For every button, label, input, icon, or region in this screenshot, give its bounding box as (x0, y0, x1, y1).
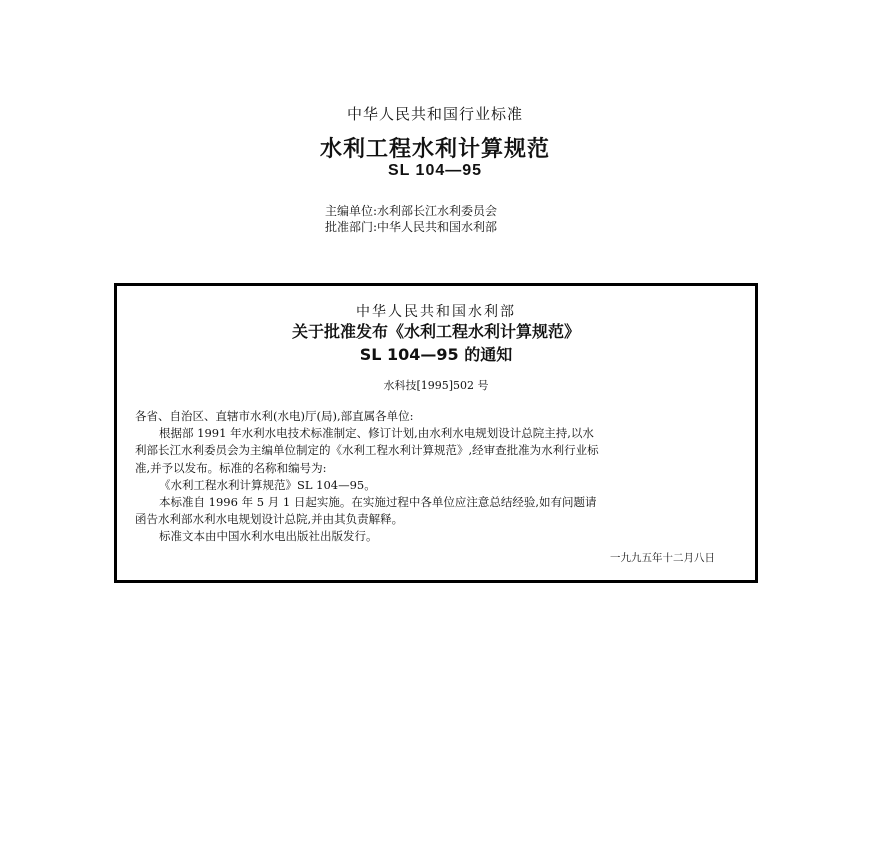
notice-paragraph: 本标准自 1996 年 5 月 1 日起实施。在实施过程中各单位应注意总结经验,如有问题请 (159, 495, 597, 510)
standard-title: 水利工程水利计算规范 (319, 137, 550, 162)
approving-department: 批准部门:中华人民共和国水利部 (325, 220, 498, 234)
notice-paragraph-continued: 函告水利部水利水电规划设计总院,并由其负责解释。 (135, 512, 404, 527)
notice-salutation: 各省、自治区、直辖市水利(水电)厅(局),部直属各单位: (135, 409, 414, 423)
notice-paragraph: 标准文本由中国水利水电出版社出版发行。 (159, 529, 378, 544)
notice-date: 一九九五年十二月八日 (610, 552, 715, 564)
approval-notice-box (114, 283, 758, 583)
notice-body (135, 408, 743, 546)
notice-document-number: 水科技[1995]502 号 (383, 379, 489, 392)
chief-editor-unit: 主编单位:水利部长江水利委员会 (325, 204, 498, 218)
notice-standard-name: 《水利工程水利计算规范》SL 104—95。 (159, 477, 376, 492)
notice-paragraph: 根据部 1991 年水利水电技术标准制定、修订计划,由水利水电规划设计总院主持,以水 (159, 426, 594, 441)
notice-paragraph-continued: 准,并予以发布。标准的名称和编号为: (135, 460, 327, 475)
standard-category: 中华人民共和国行业标准 (346, 105, 523, 123)
notice-subtitle: SL 104—95 的通知 (359, 345, 513, 364)
standard-code: SL 104—95 (387, 162, 483, 179)
notice-issuer: 中华人民共和国水利部 (356, 304, 516, 320)
notice-paragraph-continued: 利部长江水利委员会为主编单位制定的《水利工程水利计算规范》,经审查批准为水利行业标 (135, 443, 599, 458)
notice-title: 关于批准发布《水利工程水利计算规范》 (291, 322, 580, 341)
